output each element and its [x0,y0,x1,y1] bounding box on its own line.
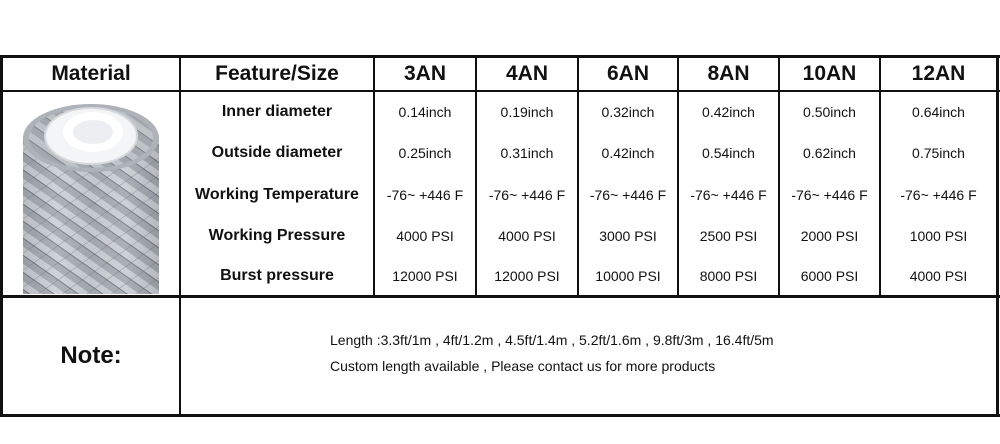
border-bottom [0,414,1000,417]
header-size-8an: 8AN [707,62,750,85]
cell-working-pressure-12an: 1000 PSI [909,228,968,244]
header-size-10an: 10AN [802,62,857,85]
header-feature-size: Feature/Size [215,62,339,85]
header-size-6an: 6AN [606,62,649,85]
row-label-inner-diameter: Inner diameter [221,103,333,120]
row-label-outside-diameter: Outside diameter [211,144,343,161]
header-size-12an: 12AN [911,62,966,85]
cell-working-pressure-6an: 3000 PSI [599,228,657,244]
cell-burst-pressure-3an: 12000 PSI [392,267,458,284]
cell-inner-diameter-10an: 0.50inch [803,104,856,120]
cell-burst-pressure-6an: 10000 PSI [595,267,661,284]
cell-working-temperature-8an: -76~ +446 F [690,187,767,203]
row-label-working-pressure: Working Pressure [208,227,346,244]
cell-outside-diameter-12an: 0.75inch [912,145,965,161]
cell-working-temperature-6an: -76~ +446 F [589,187,667,203]
cell-working-pressure-4an: 4000 PSI [498,228,556,244]
cell-burst-pressure-10an: 6000 PSI [800,267,859,284]
cell-inner-diameter-4an: 0.19inch [500,104,554,120]
note-custom-length: Custom length available , Please contact us for more products [330,358,716,374]
row-label-working-temperature: Working Temperature [195,186,359,203]
cell-working-pressure-8an: 2500 PSI [699,228,758,244]
border-right [996,55,999,417]
row-label-burst-pressure: Burst pressure [220,266,334,284]
cell-inner-diameter-3an: 0.14inch [398,104,452,120]
cell-outside-diameter-8an: 0.54inch [702,145,755,161]
note-length-options: Length :3.3ft/1m , 4ft/1.2m , 4.5ft/1.4m , 5.2ft/1.6m , 9.8ft/3m , 16.4ft/5m [330,332,774,348]
note-label: Note: [60,342,122,369]
cell-working-temperature-12an: -76~ +446 F [900,187,977,203]
cell-burst-pressure-12an: 4000 PSI [909,267,968,284]
cell-working-temperature-3an: -76~ +446 F [386,187,464,203]
cell-inner-diameter-8an: 0.42inch [702,104,755,120]
cell-outside-diameter-10an: 0.62inch [803,145,856,161]
header-size-4an: 4AN [505,62,548,85]
header-material: Material [51,62,131,85]
cell-working-temperature-4an: -76~ +446 F [488,187,566,203]
braided-hose-image [3,96,179,294]
cell-burst-pressure-4an: 12000 PSI [494,267,560,284]
cell-working-temperature-10an: -76~ +446 F [791,187,868,203]
cell-inner-diameter-6an: 0.32inch [601,104,655,120]
cell-working-pressure-10an: 2000 PSI [800,228,859,244]
cell-working-pressure-3an: 4000 PSI [396,228,454,244]
cell-outside-diameter-3an: 0.25inch [398,145,452,161]
cell-burst-pressure-8an: 8000 PSI [699,267,758,284]
cell-outside-diameter-6an: 0.42inch [601,145,655,161]
header-size-3an: 3AN [403,62,446,85]
cell-outside-diameter-4an: 0.31inch [500,145,554,161]
cell-inner-diameter-12an: 0.64inch [912,104,965,120]
